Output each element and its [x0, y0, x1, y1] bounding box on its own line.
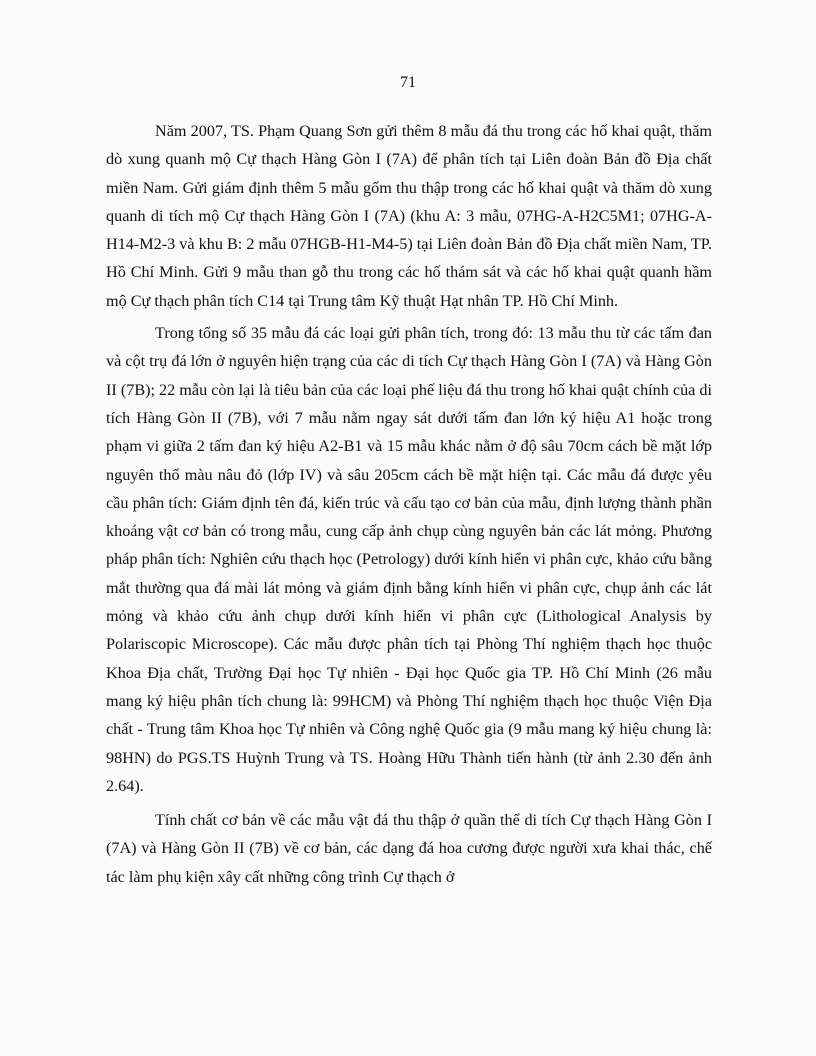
- body-text: [106, 117, 712, 895]
- paragraph-3: Tính chất cơ bản về các mẫu vật đá thu thập ở quần thể di tích Cự thạch Hàng Gòn I (7A) và Hàng Gòn II (7B) về cơ bản, các dạng đá hoa cương được người xưa khai thác, chế tác làm phụ kiện xây cất những công trình Cự thạch ở: [106, 811, 712, 886]
- paragraph-1: Năm 2007, TS. Phạm Quang Sơn gửi thêm 8 mẫu đá thu trong các hố khai quật, thăm dò xung quanh mộ Cự thạch Hàng Gòn I (7A) để phân tích tại Liên đoàn Bản đồ Địa chất miền Nam. Gửi giám định thêm 5 mẫu gốm thu thập trong các hố khai quật và thăm dò xung quanh di tích mộ Cự thạch Hàng Gòn I (7A) (khu A: 3 mẫu, 07HG-A-H2C5M1; 07HG-A-H14-M2-3 và khu B: 2 mẫu 07HGB-H1-M4-5) tại Liên đoàn Bản đồ Địa chất miền Nam, TP. Hồ Chí Minh. Gửi 9 mẫu than gỗ thu trong các hố thám sát và các hố khai quật quanh hầm mộ Cự thạch phân tích C14 tại Trung tâm Kỹ thuật Hạt nhân TP. Hồ Chí Minh.: [106, 122, 712, 310]
- page-number: 71: [400, 74, 416, 91]
- paragraph-2: Trong tổng số 35 mẫu đá các loại gửi phân tích, trong đó: 13 mẫu thu từ các tấm đan và cột trụ đá lớn ở nguyên hiện trạng của các di tích Cự thạch Hàng Gòn I (7A) và Hàng Gòn II (7B); 22 mẫu còn lại là tiêu bản của các loại phế liệu đá thu trong hố khai quật chính của di tích Hàng Gòn II (7B), với 7 mẫu nằm ngay sát dưới tấm đan lớn ký hiệu A1 hoặc trong phạm vi giữa 2 tấm đan ký hiệu A2-B1 và 15 mẫu khác nằm ở độ sâu 70cm cách bề mặt lớp nguyên thổ màu nâu đỏ (lớp IV) và sâu 205cm cách bề mặt hiện tại. Các mẫu đá được yêu cầu phân tích: Giám định tên đá, kiến trúc và cấu tạo cơ bản của mẫu, định lượng thành phần khoáng vật cơ bản có trong mẫu, cung cấp ảnh chụp cùng nguyên bản các lát mỏng. Phương pháp phân tích: Nghiên cứu thạch học (Petrology) dưới kính hiển vi phân cực, khảo cứu bằng mắt thường qua đá mài lát mỏng và giám định bằng kính hiển vi phân cực, chụp ảnh các lát mỏng và khảo cứu ảnh chụp dưới kính hiển vi phân cực (Lithological Analysis by Polariscopic Microscope). Các mẫu được phân tích tại Phòng Thí nghiệm thạch học thuộc Khoa Địa chất, Trường Đại học Tự nhiên - Đại học Quốc gia TP. Hồ Chí Minh (26 mẫu mang ký hiệu phân tích chung là: 99HCM) và Phòng Thí nghiệm thạch học thuộc Viện Địa chất - Trung tâm Khoa học Tự nhiên và Công nghệ Quốc gia (9 mẫu mang ký hiệu chung là: 98HN) do PGS.TS Huỳnh Trung và TS. Hoàng Hữu Thành tiến hành (từ ảnh 2.30 đến ảnh 2.64).: [106, 324, 712, 795]
